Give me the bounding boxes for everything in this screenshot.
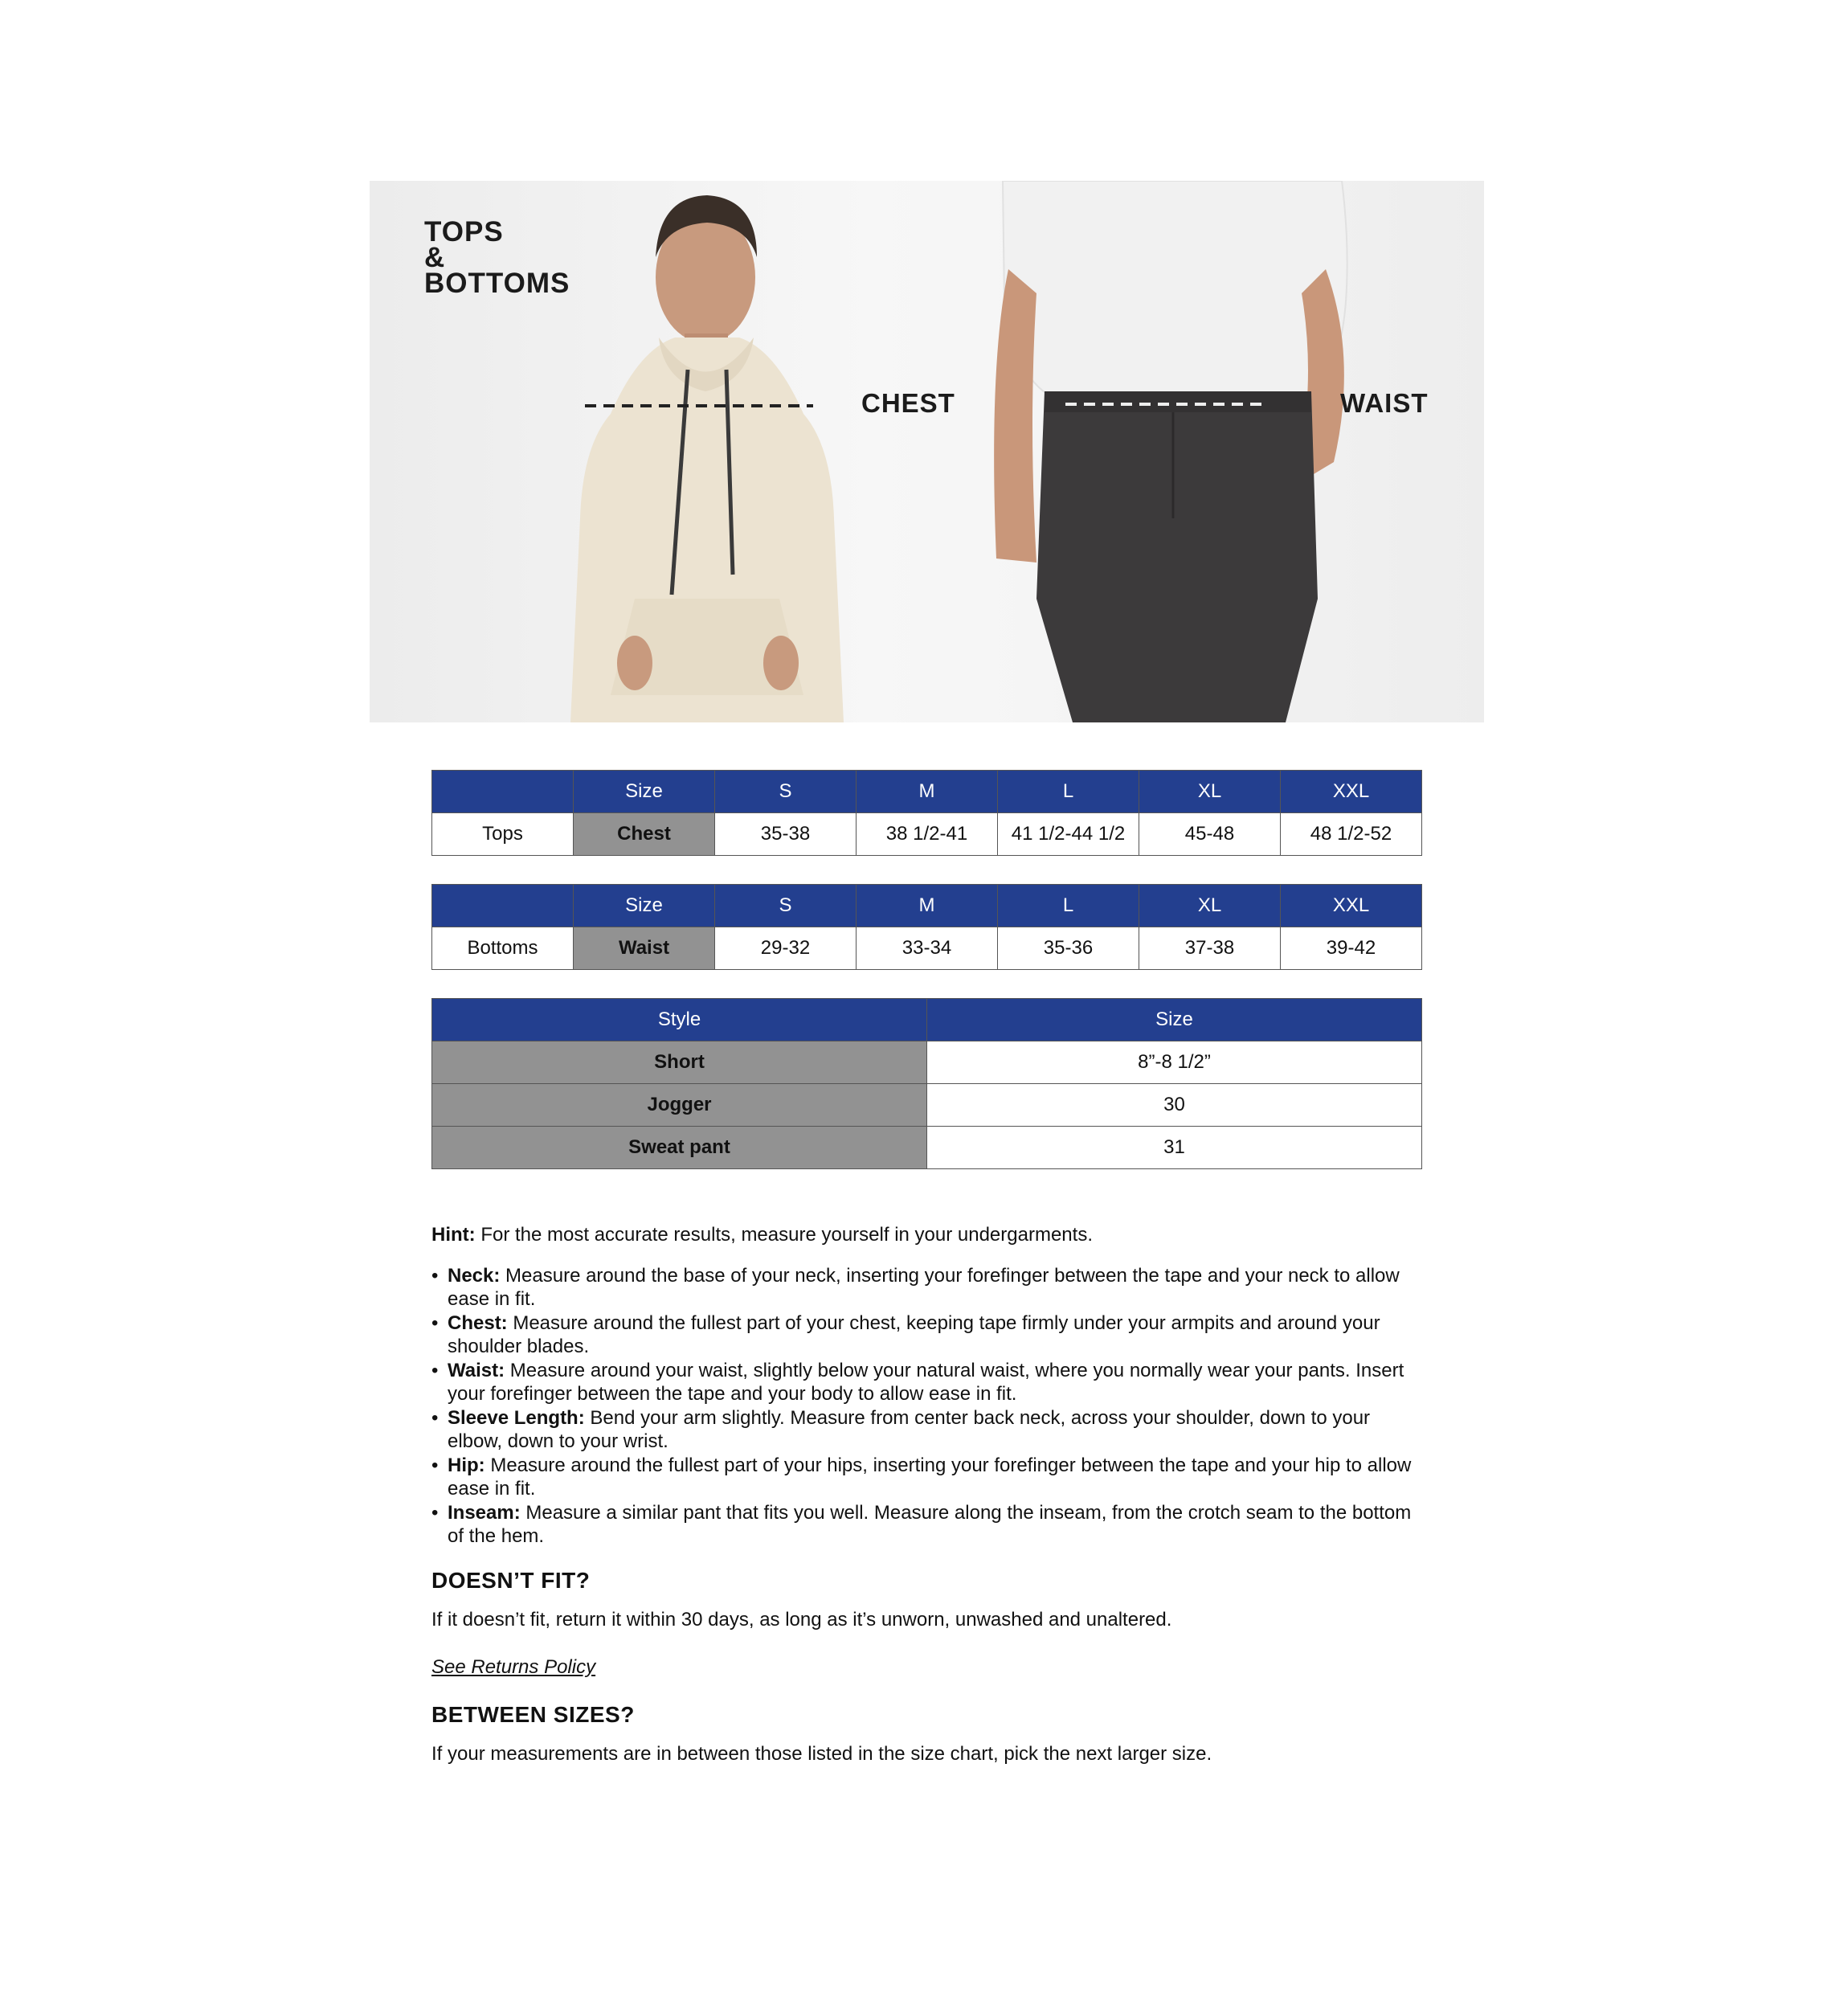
hint-paragraph [431, 1223, 1428, 1246]
list-item [431, 1359, 1428, 1405]
bullet-icon: • [431, 1455, 439, 1476]
list-item-label: Hip: [448, 1455, 485, 1476]
table-cell: Chest [574, 813, 715, 856]
right-model-left-arm [994, 269, 1036, 563]
measurement-list [431, 1264, 1428, 1548]
doesnt-fit-text: If it doesn’t fit, return it within 30 days, as long as it’s unworn, unwashed and unaltered. [431, 1609, 1172, 1631]
header-cell: Size [574, 885, 715, 927]
table-row [432, 1127, 1422, 1169]
hero-title-line: BOTTOMS [424, 268, 570, 299]
table-cell: Waist [574, 927, 715, 970]
table-cell: 38 1/2-41 [857, 813, 998, 856]
bullet-icon: • [431, 1360, 439, 1381]
list-item-text: Bend your arm slightly. Measure from center back neck, across your shoulder, down to your elbow, down to your wrist. [448, 1407, 1371, 1452]
table-cell: Tops [432, 813, 574, 856]
header-cell: Size [574, 771, 715, 813]
pants [1036, 391, 1318, 722]
table-cell: 30 [927, 1084, 1422, 1127]
list-item-text: Measure around the base of your neck, inserting your forefinger between the tape and your neck to allow ease in fit. [448, 1265, 1400, 1310]
table-cell: 33-34 [857, 927, 998, 970]
table-row [432, 1041, 1422, 1084]
list-item-label: Inseam: [448, 1502, 521, 1524]
table-cell: 29-32 [715, 927, 857, 970]
header-cell: L [998, 771, 1139, 813]
header-cell: L [998, 885, 1139, 927]
header-cell: M [857, 771, 998, 813]
header-cell: XXL [1281, 771, 1422, 813]
hint-text: For the most accurate results, measure yourself in your undergarments. [475, 1224, 1093, 1246]
table-cell: 39-42 [1281, 927, 1422, 970]
header-cell [432, 885, 574, 927]
tshirt [1003, 181, 1347, 398]
table-cell: 48 1/2-52 [1281, 813, 1422, 856]
table-row [432, 927, 1422, 970]
header-cell [432, 771, 574, 813]
header-cell: S [715, 885, 857, 927]
table-header-row [432, 771, 1422, 813]
list-item-label: Neck: [448, 1265, 501, 1287]
hero-title [424, 216, 570, 299]
tops-size-table [431, 770, 1422, 856]
table-cell: Bottoms [432, 927, 574, 970]
list-item [431, 1454, 1428, 1500]
table-cell: 35-36 [998, 927, 1139, 970]
list-item-label: Chest: [448, 1312, 508, 1334]
table-cell: 41 1/2-44 1/2 [998, 813, 1139, 856]
table-header-row [432, 885, 1422, 927]
bullet-icon: • [431, 1407, 439, 1429]
list-item-text: Measure around your waist, slightly below your natural waist, where you normally wear your pants. Insert your forefinger between the tape and your body to allow ease in fit. [448, 1360, 1404, 1405]
between-sizes-heading: BETWEEN SIZES? [431, 1702, 635, 1727]
inseam-size-table [431, 998, 1422, 1169]
list-item [431, 1406, 1428, 1453]
between-sizes-text: If your measurements are in between those listed in the size chart, pick the next larger size. [431, 1743, 1212, 1765]
header-cell: XXL [1281, 885, 1422, 927]
table-cell: 37-38 [1139, 927, 1281, 970]
table-header-row [432, 999, 1422, 1041]
list-item [431, 1264, 1428, 1311]
hint-label: Hint: [431, 1224, 476, 1246]
list-item [431, 1311, 1428, 1358]
waist-label: WAIST [1340, 388, 1429, 418]
list-item-text: Measure a similar pant that fits you well. Measure along the inseam, from the crotch seam to the bottom of the hem. [448, 1502, 1412, 1547]
list-item-label: Waist: [448, 1360, 505, 1381]
table-cell: Jogger [432, 1084, 927, 1127]
header-cell: Size [927, 999, 1422, 1041]
header-cell: S [715, 771, 857, 813]
doesnt-fit-heading: DOESN’T FIT? [431, 1568, 591, 1593]
list-item-label: Sleeve Length: [448, 1407, 585, 1429]
list-item [431, 1501, 1428, 1548]
table-row [432, 813, 1422, 856]
table-cell: 8”-8 1/2” [927, 1041, 1422, 1084]
table-cell: 45-48 [1139, 813, 1281, 856]
measuring-notes [431, 1223, 1428, 1790]
bullet-icon: • [431, 1312, 439, 1334]
list-item-text: Measure around the fullest part of your chest, keeping tape firmly under your armpits and around your shoulder blades. [448, 1312, 1380, 1357]
list-item-text: Measure around the fullest part of your hips, inserting your forefinger between the tape and your hip to allow ease in fit. [448, 1455, 1412, 1500]
hero-image [370, 181, 1484, 722]
chest-label: CHEST [861, 388, 955, 418]
table-cell: 31 [927, 1127, 1422, 1169]
hero-title-line: & [424, 242, 446, 273]
table-cell: Sweat pant [432, 1127, 927, 1169]
bullet-icon: • [431, 1502, 439, 1524]
bullet-icon: • [431, 1265, 439, 1287]
table-row [432, 1084, 1422, 1127]
bottoms-size-table [431, 884, 1422, 970]
returns-policy-link[interactable]: See Returns Policy [431, 1656, 596, 1678]
header-cell: XL [1139, 885, 1281, 927]
table-cell: Short [432, 1041, 927, 1084]
hero-title-line: TOPS [424, 216, 504, 248]
header-cell: XL [1139, 771, 1281, 813]
header-cell: Style [432, 999, 927, 1041]
table-cell: 35-38 [715, 813, 857, 856]
header-cell: M [857, 885, 998, 927]
